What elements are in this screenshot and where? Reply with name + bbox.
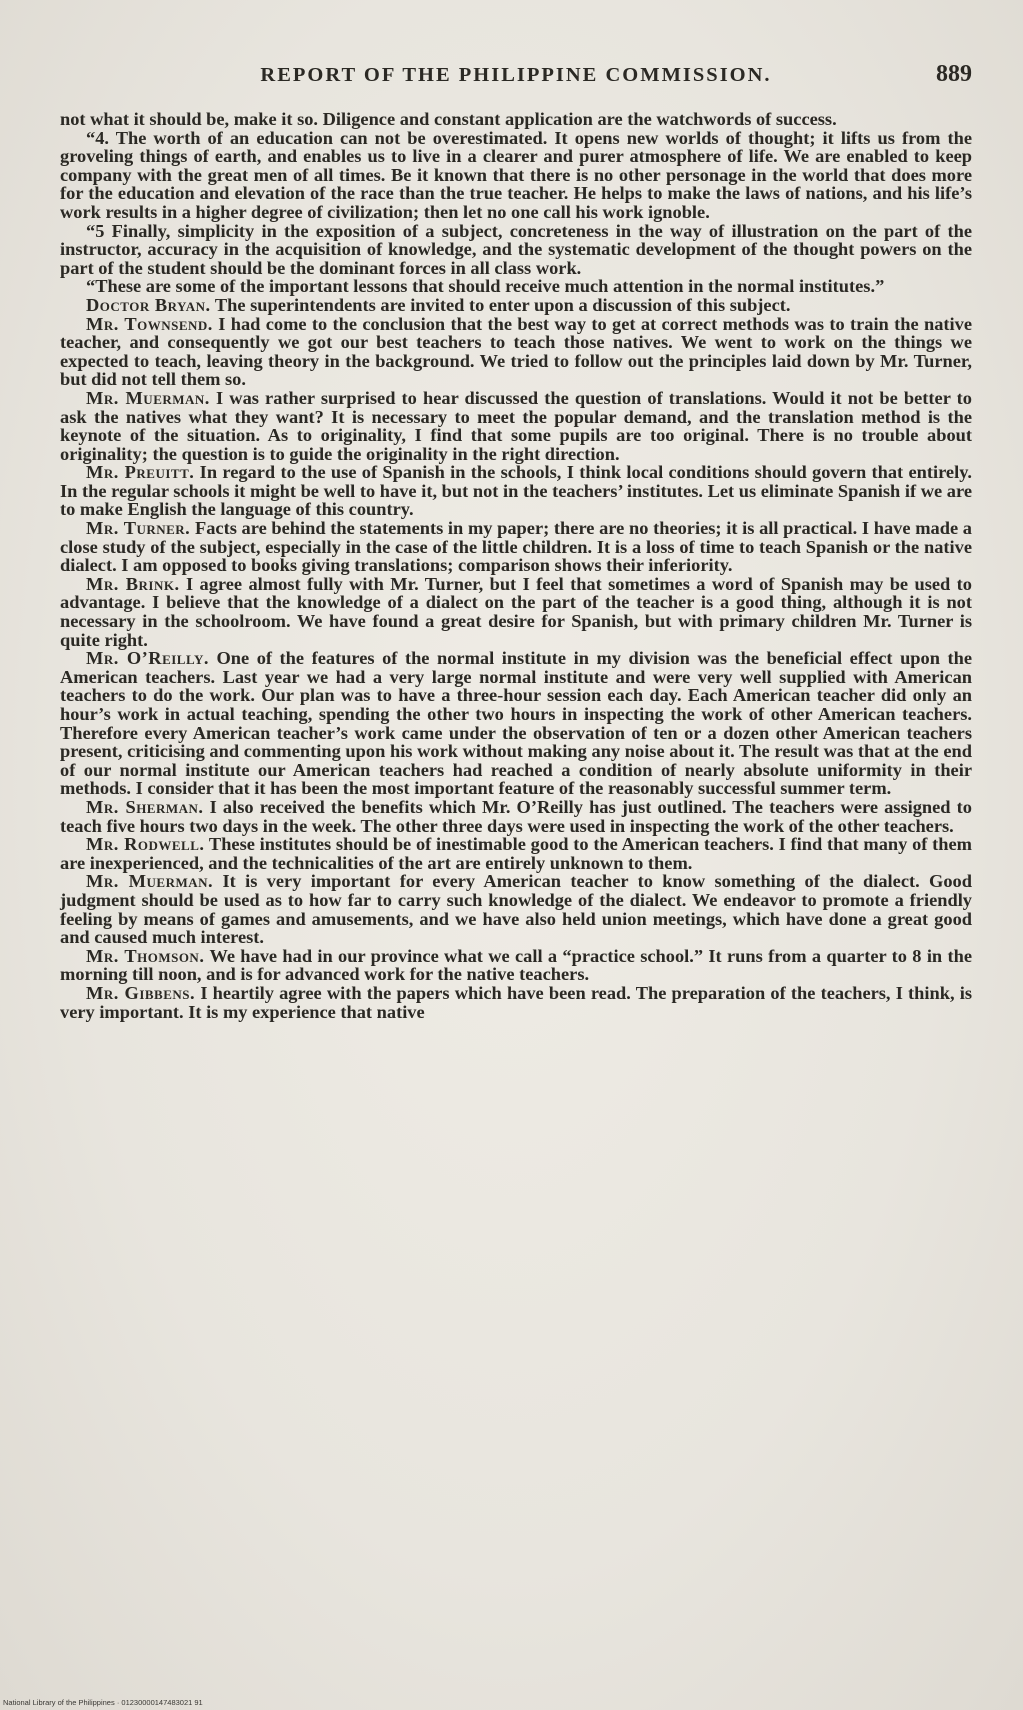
paragraph-text: not what it should be, make it so. Diligence and constant application are the watchwords of success. (60, 109, 837, 129)
running-title: REPORT OF THE PHILIPPINE COMMISSION. (260, 64, 772, 86)
scan-footer-note: National Library of the Philippines · 01230000147483021 91 (3, 1698, 203, 1707)
speaker-name: Mr. Rodwell. (86, 834, 205, 855)
paragraph (60, 110, 972, 129)
body-text (60, 110, 972, 1021)
page-number: 889 (936, 61, 972, 87)
paragraph-text: The superintendents are invited to enter upon a discussion of this subject. (214, 294, 791, 315)
paragraph-text: In regard to the use of Spanish in the schools, I think local conditions should govern that entirely. In the regular schools it might be well to have it, but not in the teachers’ institutes. Let us eliminate Spanish if we are to make English the language of this country. (60, 462, 972, 520)
speaker-name: Mr. Thomson. (86, 945, 205, 966)
speaker-name: Mr. Gibbens. (86, 982, 196, 1003)
paragraph (60, 984, 972, 1021)
paragraph (60, 872, 972, 946)
paragraph-text: We have had in our province what we call a “practice school.” It runs from a quarter to 8 in the morning till noon, and is for advanced work for the native teachers. (60, 945, 973, 985)
paragraph-text: I agree almost fully with Mr. Turner, but I feel that sometimes a word of Spanish may be used to advantage. I believe that the knowledge of a dialect on the part of the teacher is a good thing, although it is not necessary in the schoolroom. We have found a great desire for Spanish, but with primary children Mr. Turner is quite right. (60, 573, 972, 650)
speaker-name: Mr. Townsend. (86, 313, 213, 334)
paragraph-text: “These are some of the important lessons that should receive much attention in the normal institutes.” (86, 276, 885, 297)
paragraph (60, 296, 972, 315)
paragraph-text: I had come to the conclusion that the best way to get at correct methods was to train the native teacher, and consequently we got our best teachers to teach those natives. We went to work on the things we expected to teach, leaving theory in the background. We tried to follow out the principles laid down by Mr. Turner, but did not tell them so. (60, 313, 972, 390)
paragraph-text: “4. The worth of an education can not be overestimated. It opens new worlds of thought; it lifts us from the groveling things of earth, and enables us to live in a clearer and purer atmosphere of life. We are enabled to keep company with the great men of all times. Be it known that there is no other personage in the world that does more for the education and elevation of the race than the true teacher. He helps to make the laws of nations, and his life’s work results in a higher degree of civilization; then let no one call his work ignoble. (60, 127, 972, 222)
speaker-name: Mr. Sherman. (86, 796, 204, 817)
page-header (60, 61, 972, 94)
paragraph-text: Facts are behind the statements in my paper; there are no theories; it is all practical. I have made a close study of the subject, especially in the case of the little children. It is a loss of time to teach Spanish or the native dialect. I am opposed to books giving translations; comparison shows their inferiority. (60, 518, 972, 576)
paragraph (60, 649, 972, 798)
paragraph (60, 222, 972, 278)
paragraph (60, 835, 972, 872)
paragraph (60, 129, 972, 222)
paragraph-text: I was rather surprised to hear discussed the question of translations. Would it not be better to ask the natives what they want? It is necessary to meet the popular demand, and the translation method is the keynote of the situation. As to originality, I find that some pupils are too original. There is no trouble about originality; the question is to guide the originality in the right direction. (60, 387, 972, 464)
paragraph (60, 389, 972, 463)
paragraph-text: These institutes should be of inestimable good to the American teachers. I find that many of them are inexperienced, and the technicalities of the art are entirely unknown to them. (60, 834, 972, 873)
paragraph-text: It is very important for every American teacher to know something of the dialect. Good judgment should be used as to how far to carry such knowledge of the dialect. We endeavor to promote a friendly feeling by means of games and amusements, and we have also held union meetings, which have done a great good and caused much interest. (60, 871, 972, 948)
paragraph (60, 947, 972, 984)
speaker-name: Mr. Muerman. (86, 871, 214, 892)
paragraph (60, 519, 972, 575)
paragraph (60, 463, 972, 519)
paragraph-text: “5 Finally, simplicity in the exposition of a subject, concreteness in the way of illustration on the part of the instructor, accuracy in the acquisition of knowledge, and the systematic development of the thought powers on the part of the student should be the dominant forces in all class work. (60, 220, 972, 278)
speaker-name: Mr. Muerman. (86, 387, 210, 408)
paragraph-text: I also received the benefits which Mr. O’Reilly has just outlined. The teachers were assigned to teach five hours two days in the week. The other three days were used in inspecting the work of the other teachers. (60, 796, 972, 836)
speaker-name: Mr. Preuitt. (86, 462, 195, 483)
paragraph (60, 575, 972, 649)
paragraph-text: I heartily agree with the papers which have been read. The preparation of the teachers, I think, is very important. It is my experience that native (60, 982, 972, 1022)
paragraph (60, 315, 972, 389)
paragraph (60, 277, 972, 296)
paragraph (60, 798, 972, 835)
paragraph-text: One of the features of the normal institute in my division was the beneficial effect upon the American teachers. Last year we had a very large normal institute and were very well supplied with American teachers to do the work. Our plan was to have a three-hour session each day. Each American teacher did only an hour’s work in actual teaching, spending the other two hours in inspecting the work of other American teachers. Therefore every American teacher’s work came under the observation of ten or a dozen other American teachers present, criticising and commenting upon his work without making any noise about it. The result was that at the end of our normal institute our American teachers had reached a condition of nearly absolute uniformity in their methods. I consider that it has been the most important feature of the reasonably successful summer term. (60, 648, 972, 799)
speaker-name: Doctor Bryan. (86, 294, 211, 315)
speaker-name: Mr. O’Reilly. (86, 648, 209, 669)
speaker-name: Mr. Turner. (86, 518, 191, 539)
speaker-name: Mr. Brink. (86, 573, 180, 594)
